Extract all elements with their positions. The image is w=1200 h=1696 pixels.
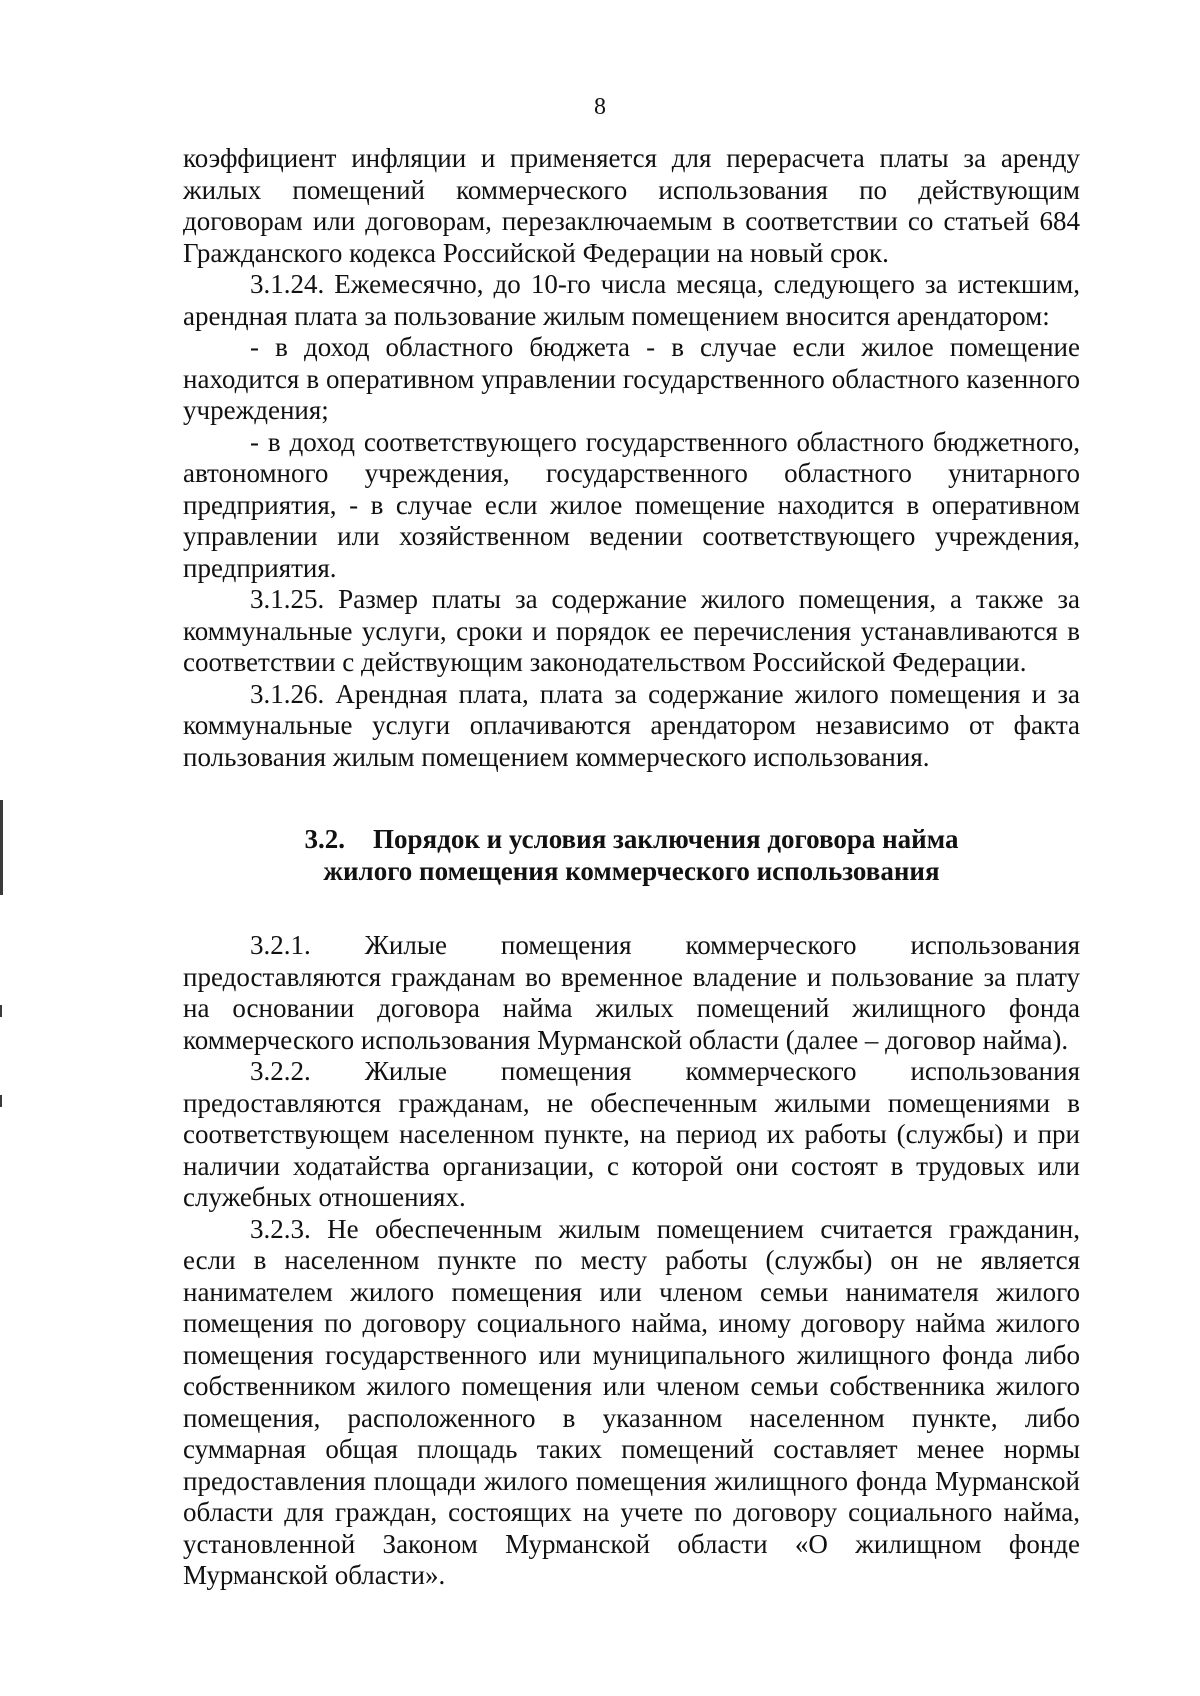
page-number: 8 <box>594 94 606 120</box>
document-body <box>183 143 1080 1592</box>
section-heading-3-2 <box>183 823 1080 887</box>
section-title-part-1: Порядок и условия заключения договора найма <box>373 824 959 854</box>
scan-edge-mark <box>0 800 3 895</box>
paragraph-3-1-24-regional-budget: - в доход областного бюджета - в случае если жилое помещение находится в оперативном управлении государственного областного казенного учреждения; <box>183 332 1080 425</box>
paragraph-3-1-25: 3.1.25. Размер платы за содержание жилого помещения, а также за коммунальные услуги, сроки и порядок ее перечисления устанавливаются в соответствии с действующим законодательством Российской Федерации. <box>183 584 1080 677</box>
scan-edge-mark <box>0 1095 2 1107</box>
paragraph-3-1-24: 3.1.24. Ежемесячно, до 10-го числа месяца, следующего за истекшим, арендная плата за пользование жилым помещением вносится арендатором: <box>183 269 1080 331</box>
section-number: 3.2. <box>304 824 346 854</box>
paragraph-3-1-24-institution-income: - в доход соответствующего государственного областного бюджетного, автономного учреждения, государственного областного унитарного предприятия, - в случае если жилое помещение находится в оперативном управлении или хозяйственном ведении соответствующего учреждения, предприятия. <box>183 426 1080 583</box>
paragraph-3-2-2: 3.2.2. Жилые помещения коммерческого использования предоставляются гражданам, не обеспеченным жилыми помещениями в соответствующем населенном пункте, на период их работы (службы) и при наличии ходатайства организации, с которой они состоят в трудовых или служебных отношениях. <box>183 1056 1080 1212</box>
paragraph-3-1-26: 3.1.26. Арендная плата, плата за содержание жилого помещения и за коммунальные услуги оплачиваются арендатором независимо от факта пользования жилым помещением коммерческого использования. <box>183 678 1080 772</box>
paragraph-3-2-3: 3.2.3. Не обеспеченным жилым помещением считается гражданин, если в населенном пункте по месту работы (службы) он не является нанимателем жилого помещения или членом семьи нанимателя жилого помещения по договору социального найма, иному договору найма жилого помещения государственного или муниципального жилищного фонда либо собственником жилого помещения или членом семьи собственника жилого помещения, расположенного в указанном населенном пункте, либо суммарная общая площадь таких помещений составляет менее нормы предоставления площади жилого помещения жилищного фонда Мурманской области для граждан, состоящих на учете по договору социального найма, установленной Законом Мурманской области «О жилищном фонде Мурманской области». <box>183 1213 1080 1590</box>
section-heading-line-1 <box>183 823 1080 855</box>
scan-edge-mark <box>0 1005 2 1017</box>
paragraph-3-2-1: 3.2.1. Жилые помещения коммерческого использования предоставляются гражданам во временное владение и пользование за плату на основании договора найма жилых помещений жилищного фонда коммерческого использования Мурманской области (далее – договор найма). <box>183 930 1080 1055</box>
section-title-part-2: жилого помещения коммерческого использования <box>323 856 940 886</box>
paragraph-inflation-continuation: коэффициент инфляции и применяется для перерасчета платы за аренду жилых помещений коммерческого использования по действующим договорам или договорам, перезаключаемым в соответствии со статьей 684 Гражданского кодекса Российской Федерации на новый срок. <box>183 143 1080 268</box>
